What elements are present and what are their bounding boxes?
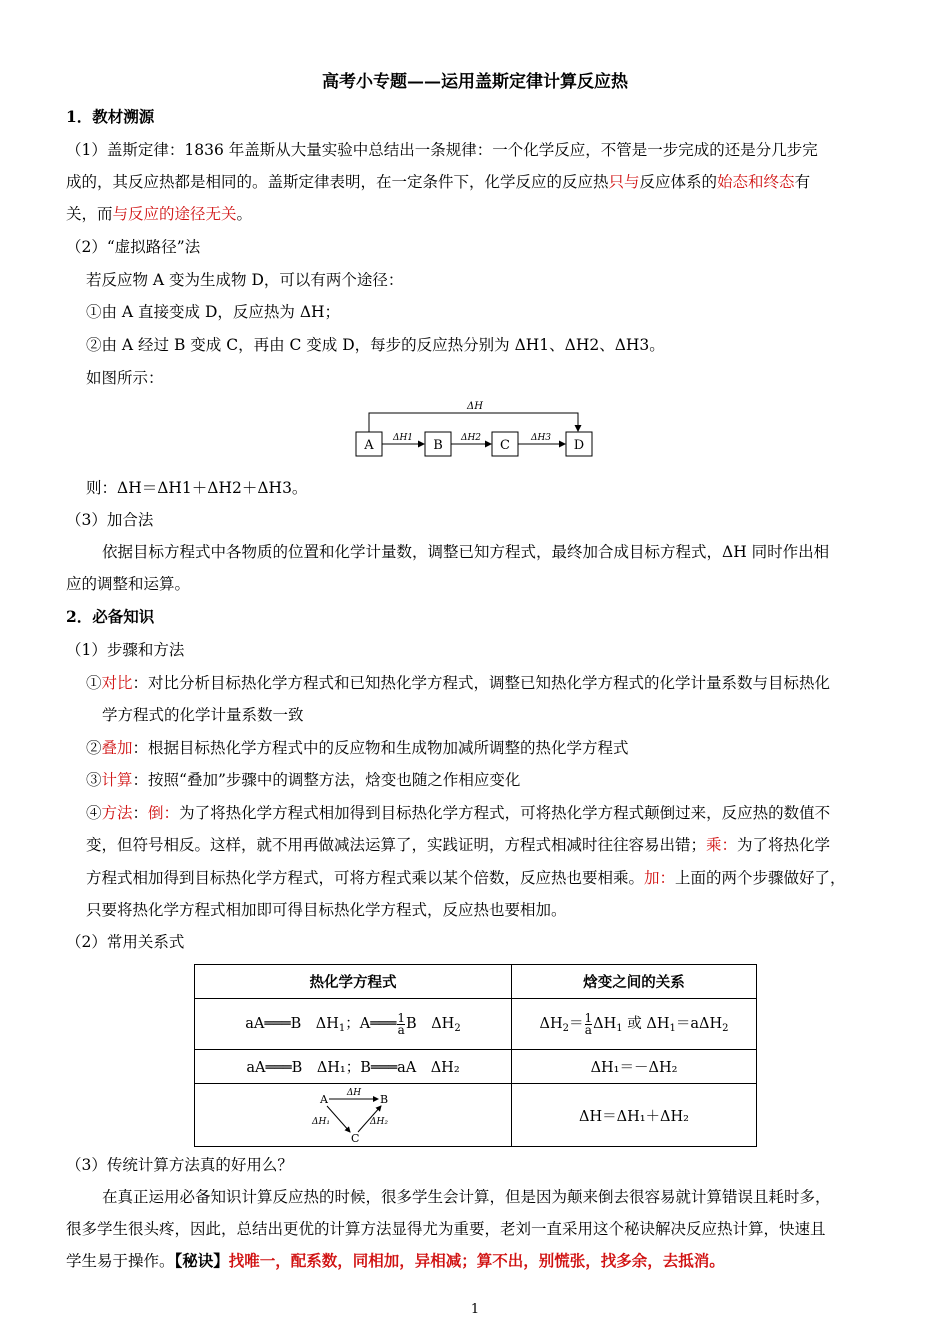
path-item-1: ①由 A 直接变成 D，反应热为 ΔH；: [86, 303, 341, 321]
step-4-line-2: [86, 835, 830, 855]
path-result: 则：ΔH＝ΔH1＋ΔH2＋ΔH3。: [86, 479, 308, 497]
relation-part: ΔH: [593, 1016, 617, 1033]
step-4-line-1: [86, 803, 830, 823]
node-a: A: [364, 438, 374, 453]
equation-part: ；A═══: [345, 1016, 397, 1033]
step-2-number: ②: [86, 739, 102, 757]
step-4-invert-key: 倒：: [148, 804, 180, 822]
relation-part: ＝: [569, 1016, 584, 1033]
fraction: [397, 1010, 406, 1037]
relation-part: ＝aΔH: [675, 1016, 723, 1033]
tri-label-top: ΔH: [346, 1088, 362, 1098]
tri-node-b: B: [380, 1093, 389, 1106]
step-1-line-2: 学方程式的化学计量系数一致: [102, 706, 304, 724]
steps-label: （1）步骤和方法: [66, 641, 185, 659]
relations-table: [194, 964, 757, 1147]
text: 上面的两个步骤做好了，: [675, 869, 846, 887]
hess-law-line-2: [66, 172, 810, 192]
fraction-numerator: 1: [397, 1010, 406, 1025]
figure-caption: 如图所示：: [86, 369, 164, 387]
step-4-colon: ：: [132, 804, 149, 822]
edge-label-2: ΔH2: [460, 433, 482, 443]
traditional-method-line-3: [66, 1251, 725, 1271]
step-1-number: ①: [86, 674, 102, 692]
table-row: [195, 1084, 757, 1147]
step-1-text: ：对比分析目标热化学方程式和已知热化学方程式，调整已知热化学方程式的化学计量系数与目标热化: [132, 674, 831, 692]
tri-label-right: ΔH₂: [370, 1117, 388, 1127]
page-title: 高考小专题——运用盖斯定律计算反应热: [322, 72, 628, 92]
secret-mnemonic: 找唯一，配系数，同相加，异相减；算不出，别慌张，找多余，去抵消。: [228, 1251, 725, 1270]
node-c: C: [500, 438, 510, 453]
traditional-method-line-1: 在真正运用必备知识计算反应热的时候，很多学生会计算，但是因为颠来倒去很容易就计算错误且耗时多，: [102, 1188, 831, 1206]
tri-arrow-a-c: [327, 1106, 350, 1132]
highlight-initial-final-state: 始态和终态: [717, 173, 795, 191]
traditional-method-line-2: 很多学生很头疼，因此，总结出更优的计算方法显得尤为重要，老刘一直采用这个秘诀解决反应热计算，快速且: [66, 1220, 826, 1238]
hess-law-line-1: [66, 140, 818, 160]
path-item-2: ②由 A 经过 B 变成 C，再由 C 变成 D，每步的反应热分别为 ΔH1、ΔH2、ΔH3。: [86, 336, 665, 354]
table-cell: aA═══B ΔH₁；B═══aA ΔH₂: [195, 1050, 512, 1084]
step-4-add-key: 加：: [644, 869, 676, 887]
table-cell: [195, 1084, 512, 1147]
tri-node-a: A: [320, 1093, 328, 1106]
table-cell: aA═══B $\Delta H_1$；A═══ $\frac{1}{a}$ B $\Delta H_2$: [195, 999, 512, 1050]
triangle-diagram: [298, 1086, 408, 1144]
edge-label-3: ΔH3: [530, 433, 552, 443]
text: 为了将热化学: [737, 836, 831, 854]
step-4-line-3: [86, 868, 846, 888]
hess-law-text: 1836 年盖斯从大量实验中总结出一条规律：一个化学反应，不管是一步完成的还是分几步完: [184, 141, 818, 159]
step-2-text: ：根据目标热化学方程式中的反应物和生成物加减所调整的热化学方程式: [132, 739, 629, 757]
section-1-heading: 1．教材溯源: [66, 107, 155, 126]
fraction-denominator: a: [584, 1022, 592, 1037]
highlight-only-with: 只与: [608, 173, 640, 191]
table-row: [195, 999, 757, 1050]
direct-path-arrow: [369, 413, 578, 432]
text: 学生易于操作。: [66, 1252, 175, 1270]
hess-law-label: （1）盖斯定律：: [66, 141, 185, 159]
virtual-path-label: （2）“虚拟路径”法: [66, 238, 201, 256]
step-2: [86, 738, 629, 758]
secret-label: 【秘诀】: [174, 1251, 229, 1270]
section-2-heading: 2．必备知识: [66, 607, 155, 626]
relation-part: ΔH: [539, 1016, 563, 1033]
table-cell: $\Delta H_2=$ $\frac{1}{a}$ $\Delta H_1$ 或 $\Delta H_1=a\Delta H_2$: [512, 999, 757, 1050]
step-2-key: 叠加: [101, 739, 133, 757]
hess-law-line-3: [66, 204, 252, 224]
edge-label-1: ΔH1: [392, 433, 414, 443]
text: 。: [236, 205, 253, 223]
step-4-key: 方法: [101, 804, 133, 822]
step-4-multiply-key: 乘：: [706, 836, 738, 854]
relation-part: 或 ΔH: [622, 1016, 670, 1033]
table-cell: ΔH₁＝－ΔH₂: [512, 1050, 757, 1084]
fraction-numerator: 1: [584, 1010, 593, 1025]
step-1-key: 对比: [101, 674, 133, 692]
table-header-row: [195, 965, 757, 999]
table-header: 焓变之间的关系: [512, 965, 757, 999]
node-b: B: [433, 438, 443, 453]
step-3-key: 计算: [101, 771, 133, 789]
node-d: D: [573, 438, 585, 453]
fraction-denominator: a: [397, 1022, 405, 1037]
text: 有: [794, 173, 811, 191]
equation-part: aA═══B ΔH: [245, 1016, 339, 1033]
diagram-top-label: ΔH: [467, 401, 483, 412]
text: 反应体系的: [639, 173, 718, 191]
virtual-path-intro: 若反应物 A 变为生成物 D，可以有两个途径：: [86, 271, 404, 289]
path-diagram: [350, 398, 600, 464]
text: 方程式相加得到目标热化学方程式，可将方程式乘以某个倍数，反应热也要相乘。: [86, 869, 645, 887]
tri-node-c: C: [351, 1132, 360, 1144]
traditional-method-label: （3）传统计算方法真的好用么？: [66, 1156, 293, 1174]
fraction: [584, 1010, 593, 1037]
step-3: [86, 770, 520, 790]
step-4-number: ④: [86, 804, 102, 822]
addition-method-line-1: 依据目标方程式中各物质的位置和化学计量数，调整已知方程式，最终加合成目标方程式，ΔH 同时作出相: [102, 543, 830, 561]
relations-label: （2）常用关系式: [66, 933, 185, 951]
step-3-number: ③: [86, 771, 102, 789]
step-3-text: ：按照“叠加”步骤中的调整方法，焓变也随之作相应变化: [132, 771, 521, 789]
equation-part: B ΔH: [406, 1016, 455, 1033]
page-number: 1: [470, 1302, 480, 1317]
tri-label-left: ΔH₁: [312, 1117, 330, 1127]
table-cell: ΔH＝ΔH₁＋ΔH₂: [512, 1084, 757, 1147]
step-4-line-4: 只要将热化学方程式相加即可得目标热化学方程式，反应热也要相加。: [86, 901, 567, 919]
text: 成的，其反应热都是相同的。盖斯定律表明，在一定条件下，化学反应的反应热: [66, 173, 609, 191]
step-1-line-1: [86, 673, 830, 693]
highlight-path-independent: 与反应的途径无关: [112, 205, 237, 223]
table-header: 热化学方程式: [195, 965, 512, 999]
step-4-text: 为了将热化学方程式相加得到目标热化学方程式，可将热化学方程式颠倒过来，反应热的数值不: [179, 804, 831, 822]
text: 关，而: [66, 205, 113, 223]
addition-method-label: （3）加合法: [66, 511, 154, 529]
table-row: [195, 1050, 757, 1084]
text: 变，但符号相反。这样，就不用再做减法运算了，实践证明，方程式相减时往往容易出错；: [86, 836, 707, 854]
addition-method-line-2: 应的调整和运算。: [66, 575, 191, 593]
